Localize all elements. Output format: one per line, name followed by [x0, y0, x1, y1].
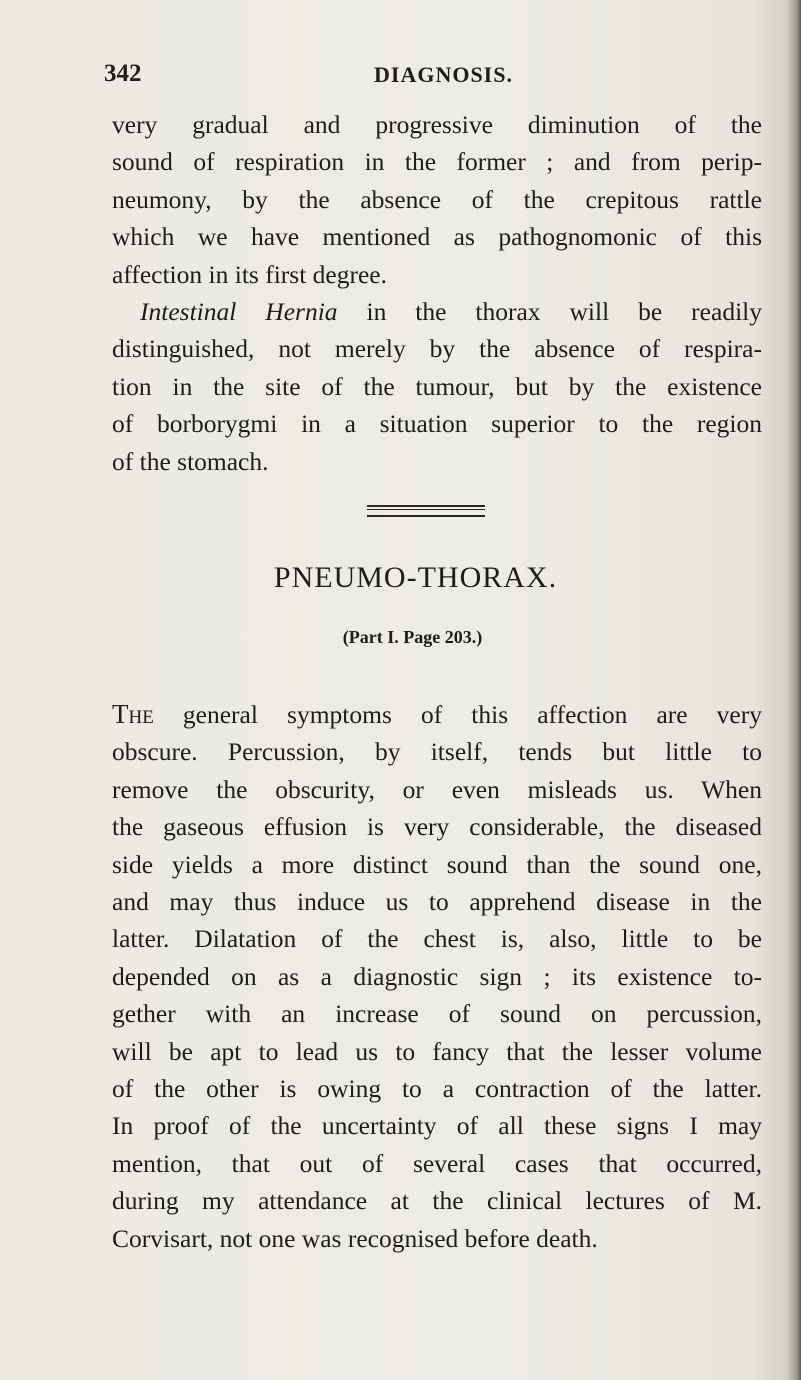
text-line: obscure. Percussion, by itself, tends but little to — [112, 737, 762, 767]
text-line: mention, that out of several cases that occurred, — [112, 1148, 762, 1178]
text-line: the gaseous effusion is very considerable, the diseased — [112, 812, 762, 842]
running-head: DIAGNOSIS. — [374, 62, 513, 87]
section-divider-rule — [367, 505, 485, 517]
text-line: gether with an increase of sound on percussion, — [112, 999, 762, 1029]
text-line: affection in its first degree. — [112, 259, 387, 289]
text-line: In proof of the uncertainty of all these signs I may — [112, 1111, 762, 1141]
text-line: Corvisart, not one was recognised before death. — [112, 1223, 598, 1253]
text-line: latter. Dilatation of the chest is, also, little to be — [112, 924, 762, 954]
text-line: and may thus induce us to apprehend disease in the — [112, 887, 762, 917]
text-line: very gradual and progressive diminution of the — [112, 110, 762, 139]
text-line-rest: in the thorax will be readily — [337, 297, 762, 326]
text-line: remove the obscurity, or even misleads us. When — [112, 774, 762, 804]
paragraph-respiration — [112, 106, 762, 293]
text-line: depended on as a diagnostic sign ; its existence to- — [112, 961, 762, 991]
text-line: neumony, by the absence of the crepitous rattle — [112, 184, 762, 214]
section-reference: (Part I. Page 203.) — [342, 627, 483, 647]
text-line: side yields a more distinct sound than the sound one, — [112, 849, 762, 879]
text-line: will be apt to lead us to fancy that the lesser volume — [112, 1036, 762, 1066]
section-title: PNEUMO-THORAX. — [273, 561, 558, 594]
text-line: during my attendance at the clinical lectures of M. — [112, 1186, 762, 1216]
text-line: sound of respiration in the former ; and from perip- — [112, 147, 762, 177]
text-line: which we have mentioned as pathognomonic of this — [112, 222, 762, 252]
paragraph-pneumothorax — [112, 696, 762, 1257]
text-line-rest: general symptoms of this affection are very — [153, 700, 762, 729]
text-line: distinguished, not merely by the absence of respira- — [112, 334, 762, 364]
page-header — [104, 60, 624, 90]
page-number: 342 — [104, 60, 142, 87]
paragraph-intestinal-hernia — [112, 293, 762, 480]
text-line: of borborygmi in a situation superior to the region — [112, 409, 762, 439]
text-line: of the other is owing to a contraction of the latter. — [112, 1074, 762, 1104]
text-line: of the stomach. — [112, 446, 269, 476]
page-edge-shadow — [787, 0, 801, 1380]
italic-term: Intestinal Hernia — [140, 297, 338, 326]
text-line: tion in the site of the tumour, but by the existence — [112, 371, 762, 401]
text-line — [112, 293, 762, 330]
text-line — [112, 696, 762, 733]
lead-word: The — [112, 699, 154, 729]
